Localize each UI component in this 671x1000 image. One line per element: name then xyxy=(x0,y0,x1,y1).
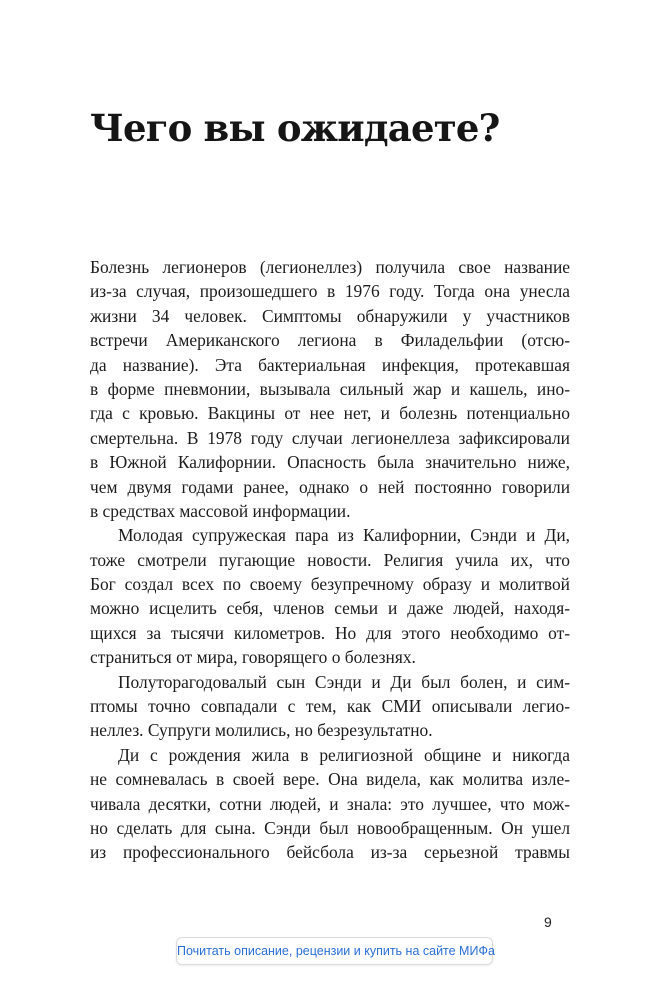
text-line: не сомневалась в своей вере. Она видела, как молитва изле- xyxy=(90,769,570,790)
text-line: да название). Эта бактериальная инфекция, протекавшая xyxy=(90,354,570,375)
body-text xyxy=(90,255,570,865)
text-line: Полуторагодовалый сын Сэнди и Ди был болен, и сим- xyxy=(118,671,570,692)
text-line: в форме пневмонии, вызывала сильный жар и кашель, ино- xyxy=(90,378,570,399)
text-line: встречи Американского легиона в Филадельфии (отсю- xyxy=(90,330,570,351)
page-number: 9 xyxy=(544,914,552,930)
text-line: щихся за тысячи километров. Но для этого необходимо от- xyxy=(90,622,570,643)
text-line: чем двумя годами ранее, однако о ней постоянно говорили xyxy=(90,476,570,497)
text-line: можно исцелить себя, членов семьи и даже людей, находя- xyxy=(90,598,570,619)
text-line: Болезнь легионеров (легионеллез) получила свое название xyxy=(90,257,570,277)
text-line: тоже смотрели пугающие новости. Религия учила их, что xyxy=(90,549,570,570)
text-line: Ди с рождения жила в религиозной общине и никогда xyxy=(118,744,570,765)
text-line: в средствах массовой информации. xyxy=(90,500,351,521)
text-line: но сделать для сына. Сэнди был новообращенным. Он ушел xyxy=(90,817,570,838)
text-line: Молодая супружеская пара из Калифорнии, Сэнди и Ди, xyxy=(118,525,570,546)
text-line: в Южной Калифорнии. Опасность была значительно ниже, xyxy=(90,452,570,473)
text-line: страниться от мира, говорящего о болезнях. xyxy=(90,647,416,668)
text-line: гда с кровью. Вакцины от нее нет, и болезнь потенциально xyxy=(90,403,570,424)
text-line: из-за случая, произошедшего в 1976 году. Тогда она унесла xyxy=(90,281,570,302)
text-line: из профессионального бейсбола из-за серьезной травмы xyxy=(90,842,570,863)
buy-on-mif-link[interactable]: Почитать описание, рецензии и купить на сайте МИФа xyxy=(176,937,493,965)
text-line: неллез. Супруги молились, но безрезультатно. xyxy=(90,720,433,741)
text-line: Бог создал всех по своему безупречному образу и молитвой xyxy=(90,574,570,595)
text-line: чивала десятки, сотни людей, и знала: это лучшее, что мож- xyxy=(90,793,570,814)
text-line: смертельна. В 1978 году случаи легионеллеза зафиксировали xyxy=(90,427,570,448)
text-line: жизни 34 человек. Симптомы обнаружили у участников xyxy=(90,305,570,326)
text-line: птомы точно совпадали с тем, как СМИ описывали легио- xyxy=(90,696,570,717)
chapter-title: Чего вы ожидаете? xyxy=(90,106,500,150)
